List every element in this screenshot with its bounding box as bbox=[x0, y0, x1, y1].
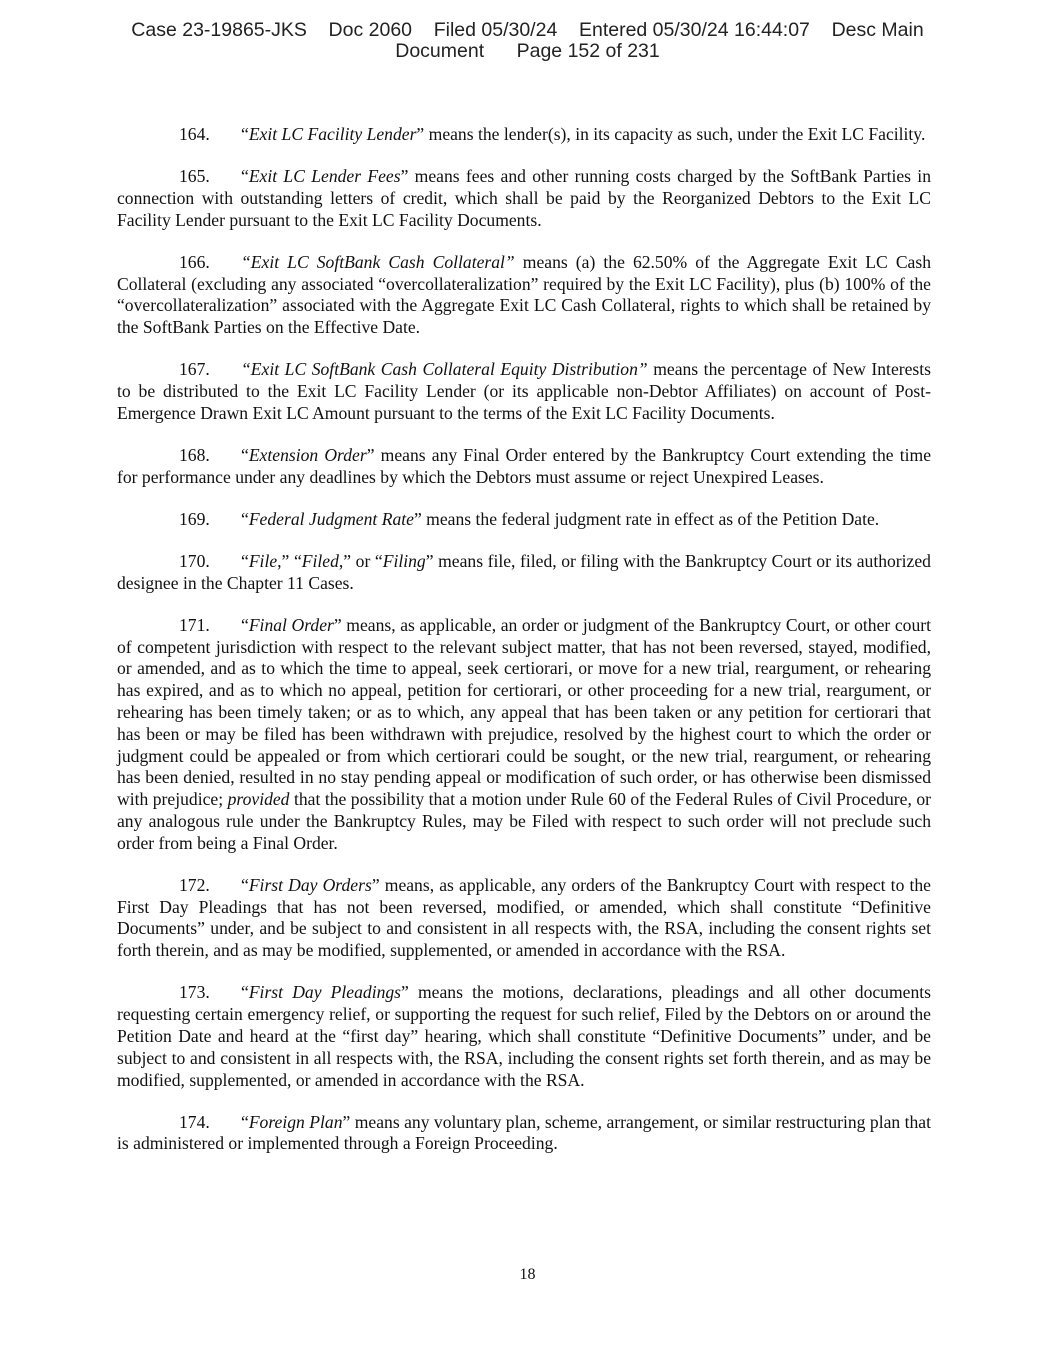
defined-term: Foreign Plan bbox=[248, 1111, 343, 1132]
document-body bbox=[117, 124, 931, 1176]
definition-172: 172. “First Day Orders” means, as applicable, any orders of the Bankruptcy Court with respect to the First Day Pleadings that has not been reversed, modified, or amended, which shall constitute “Definitive Documents” under, and be subject to and consistent in all respects with, the RSA, including the consent rights set forth therein, and as may be modified, supplemented, or amended in accordance with the RSA. bbox=[117, 874, 931, 961]
page-number: 18 bbox=[519, 1266, 536, 1283]
defined-term: “Exit LC SoftBank Cash Collateral Equity Distribution” bbox=[241, 359, 648, 380]
defined-term: First Day Pleadings bbox=[248, 982, 402, 1003]
definition-164: 164. “Exit LC Facility Lender” means the lender(s), in its capacity as such, under the Exit LC Facility. bbox=[179, 124, 926, 144]
defined-term: File bbox=[248, 550, 278, 571]
header-line-1: Case 23-19865-JKS Doc 2060 Filed 05/30/24 Entered 05/30/24 16:44:07 Desc Main bbox=[131, 19, 924, 41]
definition-170: 170. “File,” “Filed,” or “Filing” means file, filed, or filing with the Bankruptcy Court or its authorized designee in the Chapter 11 Cases. bbox=[117, 550, 931, 593]
proviso-word: provided bbox=[227, 789, 290, 810]
definition-166: 166. “Exit LC SoftBank Cash Collateral” means (a) the 62.50% of the Aggregate Exit LC Cash Collateral (excluding any associated “overcollateralization” required by the Exit LC Facility), plus (b) 100% of the “overcollateralization” associated with the Aggregate Exit LC Cash Collateral, rights to which shall be retained by the SoftBank Parties on the Effective Date. bbox=[117, 251, 932, 338]
defined-term: “Exit LC SoftBank Cash Collateral” bbox=[241, 251, 515, 272]
definition-165: 165. “Exit LC Lender Fees” means fees and other running costs charged by the SoftBank Parties in connection with outstanding letters of credit, which shall be paid by the Reorganized Debtors to the Exit LC Facility Lender pursuant to the Exit LC Facility Documents. bbox=[117, 166, 931, 230]
definition-168: 168. “Extension Order” means any Final Order entered by the Bankruptcy Court extending the time for performance under any deadlines by which the Debtors must assume or reject Unexpired Leases. bbox=[117, 444, 931, 487]
defined-term: Filed bbox=[301, 550, 339, 571]
definition-173: 173. “First Day Pleadings” means the motions, declarations, pleadings and all other documents requesting certain emergency relief, or supporting the request for such relief, Filed by the Debtors on or around the Petition Date and heard at the “first day” hearing, which shall constitute “Definitive Documents” under, and be subject to and consistent in all respects with, the RSA, including the consent rights set forth therein, and as may be modified, supplemented, or amended in accordance with the RSA. bbox=[117, 982, 931, 1090]
header-line-2: Document Page 152 of 231 bbox=[395, 40, 660, 62]
defined-term: Exit LC Facility Lender bbox=[248, 124, 417, 144]
filing-header bbox=[0, 20, 1055, 62]
definition-169: 169. “Federal Judgment Rate” means the federal judgment rate in effect as of the Petition Date. bbox=[179, 508, 880, 529]
defined-term: Final Order bbox=[248, 614, 334, 635]
defined-term: Extension Order bbox=[248, 444, 367, 465]
definition-171: 171. “Final Order” means, as applicable, an order or judgment of the Bankruptcy Court, or other court of competent jurisdiction with respect to the relevant subject matter, that has not been reversed, stayed, modified, or amended, and as to which the time to appeal, seek certiorari, or move for a new trial, reargument, or rehearing has expired, and as to which no appeal, petition for certiorari, or other proceeding for a new trial, reargument, or rehearing has been timely taken; or as to which, any appeal that has been taken or any petition for certiorari that has been or may be filed has been withdrawn with prejudice, resolved by the highest court to which the order or judgment could be appealed or from which certiorari could be sought, or the new trial, reargument, or rehearing has been denied, resulted in no stay pending appeal or modification of such order, or has otherwise been dismissed with prejudice; provided that the possibility that a motion under Rule 60 of the Federal Rules of Civil Procedure, or any analogous rule under the Bankruptcy Rules, may be Filed with respect to such order will not preclude such order from being a Final Order. bbox=[117, 614, 931, 853]
defined-term: First Day Orders bbox=[248, 874, 372, 895]
defined-term: Filing bbox=[382, 550, 426, 571]
definition-174: 174. “Foreign Plan” means any voluntary plan, scheme, arrangement, or similar restructuring plan that is administered or implemented through a Foreign Proceeding. bbox=[117, 1111, 932, 1154]
defined-term: Federal Judgment Rate bbox=[248, 508, 414, 529]
defined-term: Exit LC Lender Fees bbox=[248, 166, 401, 187]
definition-167: 167. “Exit LC SoftBank Cash Collateral Equity Distribution” means the percentage of New Interests to be distributed to the Exit LC Facility Lender (or its applicable non-Debtor Affiliates) on account of Post-Emergence Drawn Exit LC Amount pursuant to the terms of the Exit LC Facility Documents. bbox=[117, 359, 931, 423]
